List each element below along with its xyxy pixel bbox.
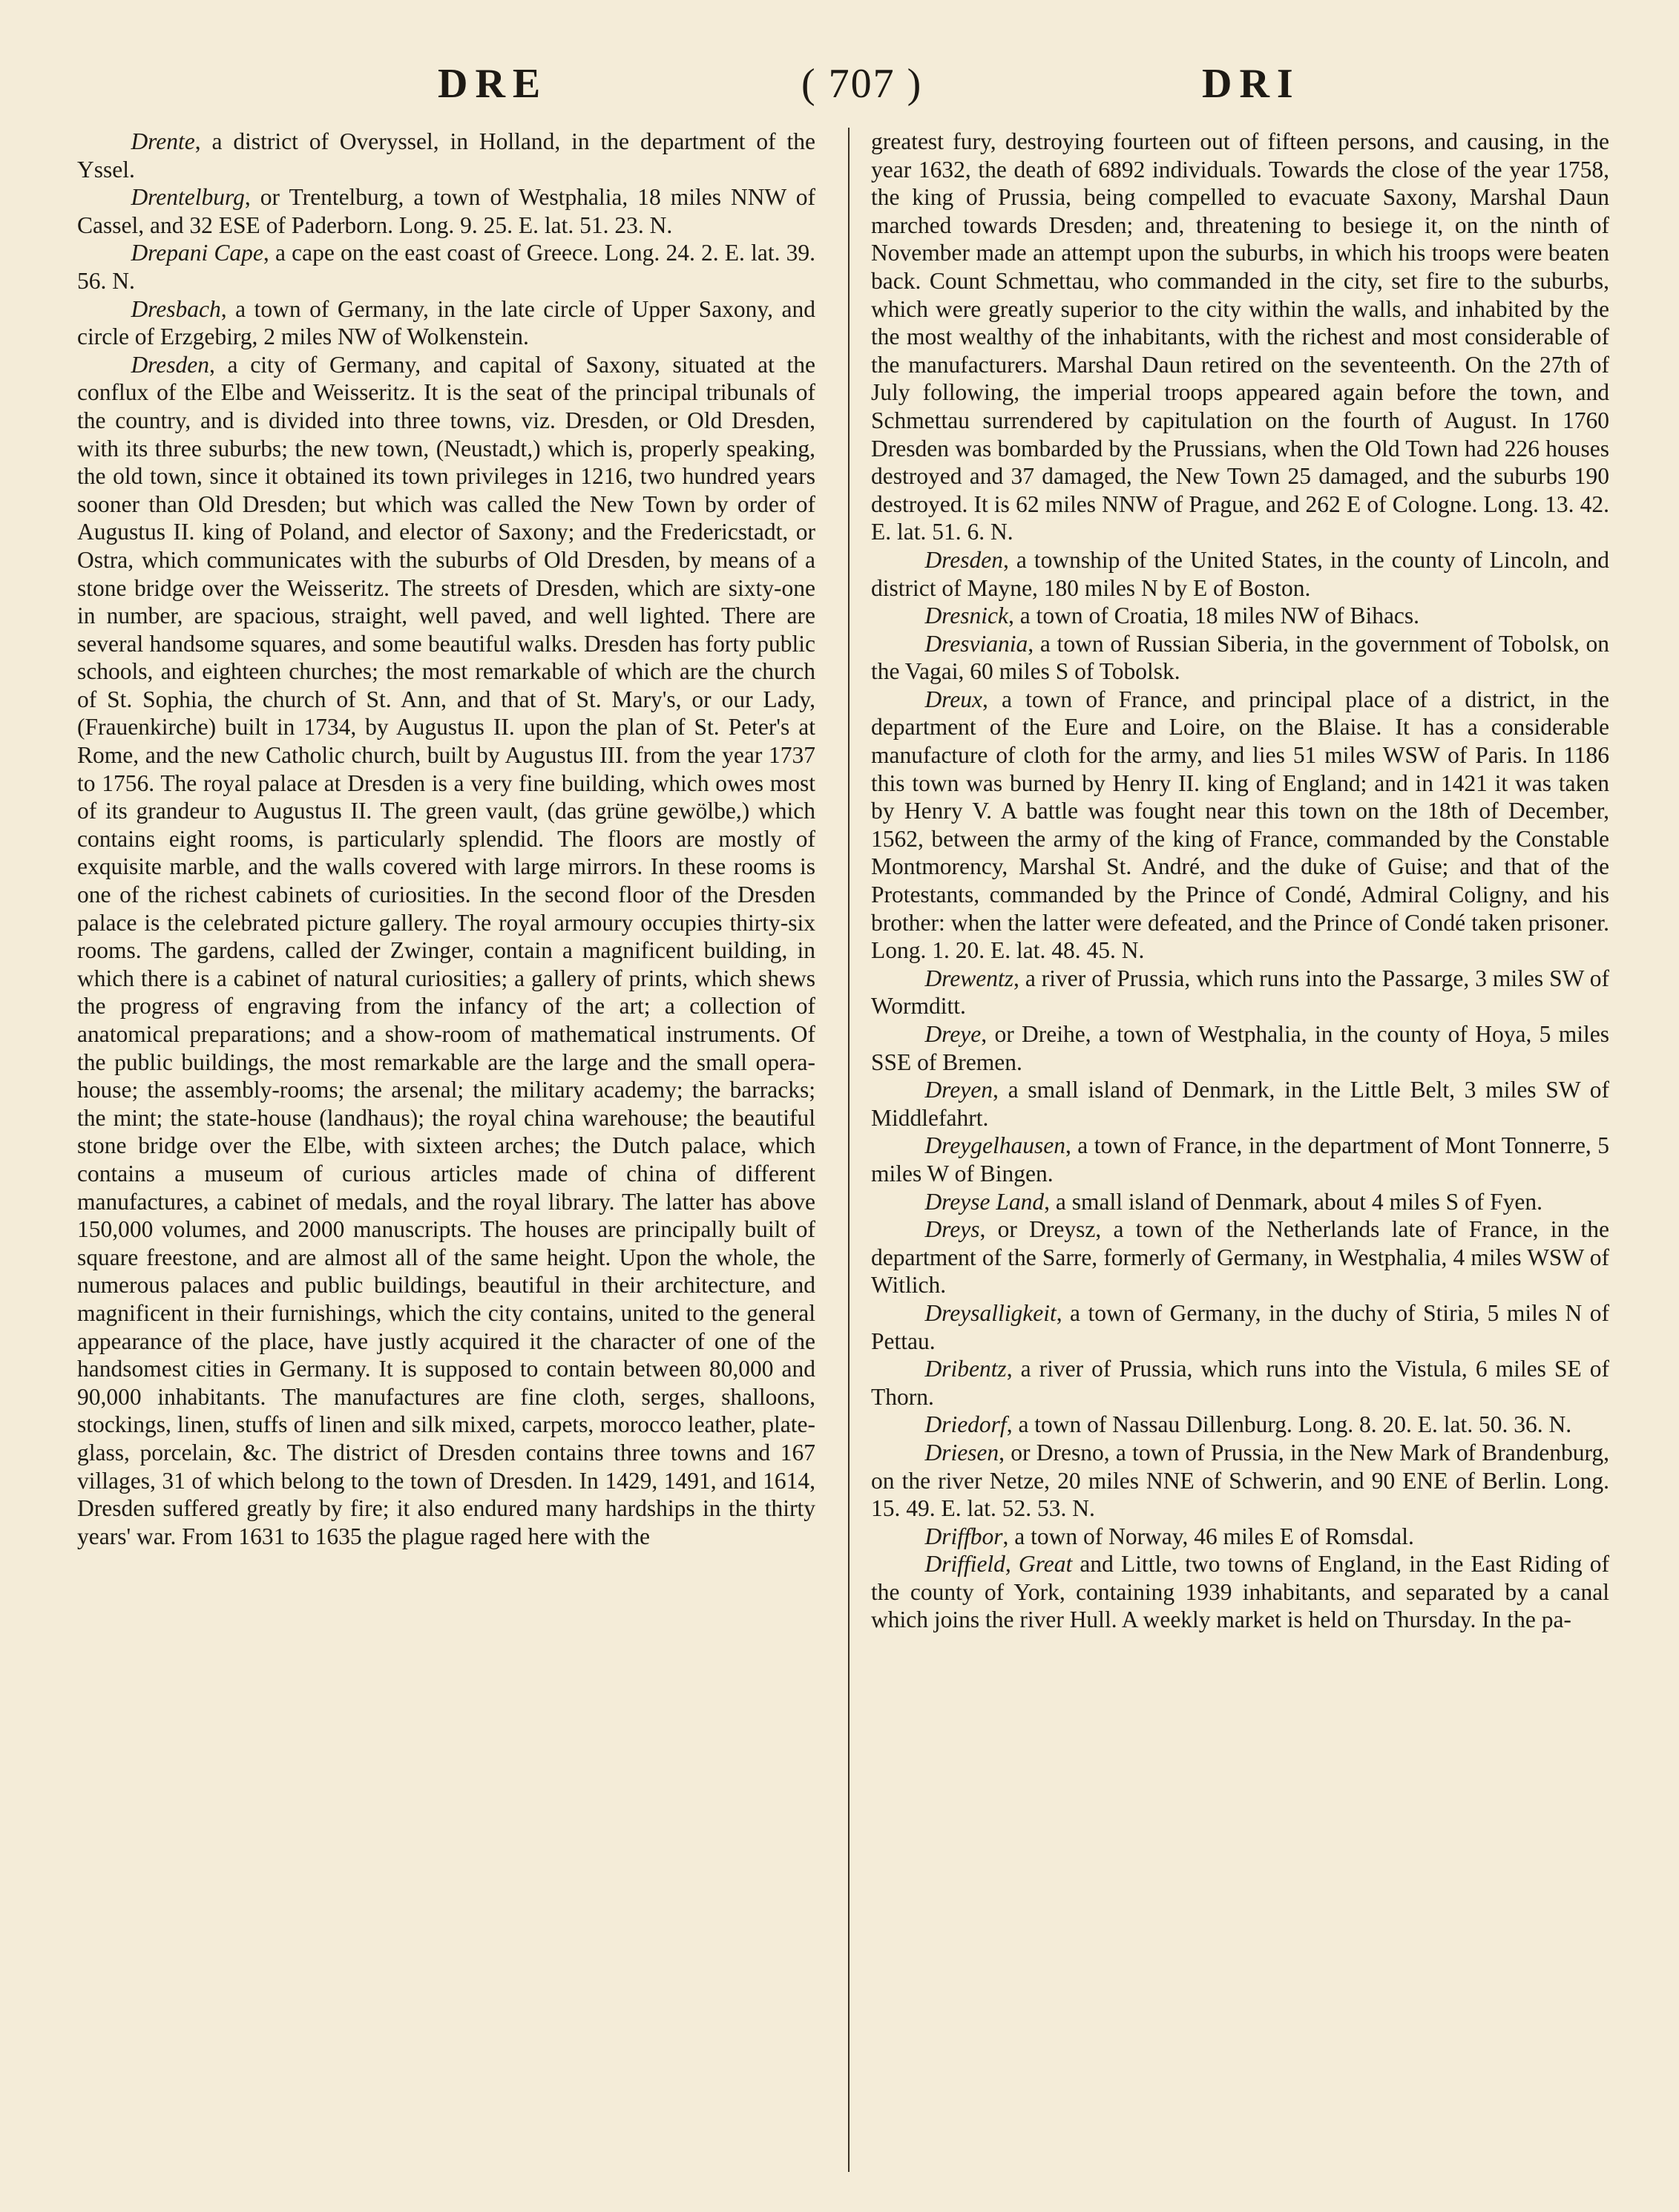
entry-text: , a town of Croatia, 18 miles NW of Bihacs. bbox=[1008, 603, 1420, 629]
entry-driesen bbox=[871, 1439, 1609, 1523]
entry-dresden-city bbox=[77, 351, 815, 1551]
entry-drewentz bbox=[871, 965, 1609, 1020]
entry-dreye bbox=[871, 1020, 1609, 1076]
entry-text: , a town of Germany, in the duchy of Stiria, 5 miles N of Pettau. bbox=[871, 1299, 1609, 1354]
entry-text: , a town of Russian Siberia, in the government of Tobolsk, on the Vagai, 60 miles S of Tobolsk. bbox=[871, 630, 1609, 685]
entry-text: , a city of Germany, and capital of Saxony, situated at the conflux of the Elbe and Weisseritz. It is the seat of the principal tribunals of the country, and is divided into three towns, viz. Dresden, or Old Dresden, with its three suburbs; the new town, (Neustadt,) which is, properly speaking, the old town, since it obtained its town privileges in 1216, two hundred years sooner than Old Dresden; but which was called the New Town by order of Augustus II. king of Poland, and elector of Saxony; and the Fredericstadt, or Ostra, which communicates with the suburbs of Old Dresden, by means of a stone bridge over the Weisseritz. The streets of Dresden, which are sixty-one in number, are spacious, straight, well paved, and well lighted. There are several handsome squares, and some beautiful walks. Dresden has forty public schools, and eighteen churches; the most remarkable of which are the church of St. Sophia, the church of St. Ann, and that of St. Mary's, or our Lady, (Frauenkirche) built in 1734, by Augustus II. upon the plan of St. Peter's at Rome, and the new Catholic church, built by Augustus III. from the year 1737 to 1756. The royal palace at Dresden is a very fine building, which owes most of its grandeur to Augustus II. The green vault, (das grüne gewölbe,) which contains eight rooms, is particularly splendid. The floors are mostly of exquisite marble, and the walls covered with large mirrors. In these rooms is one of the richest cabinets of curiosities. In the second floor of the Dresden palace is the celebrated picture gallery. The royal armoury occupies thirty-six rooms. The gardens, called der Zwinger, contain a magnificent building, in which there is a cabinet of natural curiosities; a gallery of prints, which shews the progress of engraving from the infancy of the art; a collection of anatomical preparations; and a show-room of mathematical instruments. Of the public buildings, the most remarkable are the large and the small opera-house; the assembly-rooms; the arsenal; the military academy; the barracks; the mint; the state-house (landhaus); the royal china warehouse; the beautiful stone bridge over the Elbe, with sixteen arches; the Dutch palace, which contains a museum of curious articles made of china of different manufactures, a cabinet of medals, and the royal library. The latter has above 150,000 volumes, and 2000 manuscripts. The houses are principally built of square freestone, and are almost all of the same height. Upon the whole, the numerous palaces and public buildings, beautiful in their architecture, and magnificent in their furnishings, which the city contains, united to the general appearance of the place, have justly acquired it the character of one of the handsomest cities in Germany. It is supposed to contain between 80,000 and 90,000 inhabitants. The manufactures are fine cloth, serges, shalloons, stockings, linen, stuffs of linen and silk mixed, carpets, morocco leather, plate-glass, porcelain, &c. The district of Dresden contains three towns and 167 villages, 31 of which belong to the town of Dresden. In 1429, 1491, and 1614, Dresden suffered greatly by fire; it also endured many hardships in the thirty years' war. From 1631 to 1635 the plague raged here with the bbox=[77, 351, 815, 1549]
entry-headword: Dresviania bbox=[924, 630, 1028, 657]
entry-text: , a small island of Denmark, about 4 miles S of Fyen. bbox=[1044, 1188, 1543, 1215]
entry-headword: Driedorf bbox=[924, 1411, 1007, 1438]
page-header bbox=[111, 58, 1565, 110]
entry-headword: Dresnick bbox=[924, 603, 1008, 629]
left-column bbox=[77, 128, 815, 2176]
entry-dresden-continued bbox=[871, 128, 1609, 546]
entry-text: , a small island of Denmark, in the Little Belt, 3 miles SW of Middlefahrt. bbox=[871, 1077, 1609, 1131]
entry-drepani-cape bbox=[77, 239, 815, 295]
entry-dresnick bbox=[871, 602, 1609, 630]
entry-headword: Driesen bbox=[924, 1439, 999, 1466]
entry-headword: Dresden bbox=[131, 351, 209, 378]
entry-driedorf bbox=[871, 1411, 1609, 1439]
entry-headword: Drentelburg bbox=[131, 184, 245, 211]
entry-headword: Dreye bbox=[924, 1021, 982, 1047]
entry-text: , a town of France, and principal place of a district, in the department of the Eure and Loire, on the Blaise. It has a considerable manufacture of cloth for the army, and lies 51 miles WSW of Paris. In 1186 this town was burned by Henry II. king of England; and in 1421 it was taken by Henry V. A battle was fought near this town on the 18th of December, 1562, between the army of the king of France, commanded by the Constable Montmorency, Marshal St. André, and the duke of Guise; and that of the Protestants, commanded by the Prince of Condé, Admiral Coligny, and his brother: when the latter were defeated, and the Prince of Condé taken prisoner. Long. 1. 20. E. lat. 48. 45. N. bbox=[871, 686, 1609, 964]
entry-text: greatest fury, destroying fourteen out of fifteen persons, and causing, in the year 1632, the death of 6892 individuals. Towards the close of the year 1758, the king of Prussia, being compelled to evacuate Saxony, Marshal Daun marched towards Dresden; and, threatening to besiege it, on the ninth of November made an attempt upon the suburbs, in which his troops were beaten back. Count Schmettau, who commanded in the city, set fire to the suburbs, which were greatly superior to the city within the walls, and inhabited by the the most wealthy of the inhabitants, with the richest and most considerable of the manufacturers. Marshal Daun retired on the seventeenth. On the 27th of July following, the imperial troops appeared again before the town, and Schmettau surrendered by capitulation on the fourth of August. In 1760 Dresden was bombarded by the Prussians, when the Old Town had 226 houses destroyed and 37 damaged, the New Town 25 damaged, and the suburbs 190 destroyed. It is 62 miles NNW of Prague, and 262 E of Cologne. Long. 13. 42. E. lat. 51. 6. N. bbox=[871, 128, 1609, 545]
entry-driffbor bbox=[871, 1523, 1609, 1551]
entry-drente bbox=[77, 128, 815, 183]
header-left-guideword: DRE bbox=[438, 61, 548, 107]
entry-headword: Driffield, Great bbox=[924, 1551, 1073, 1578]
entry-text: , a town of Norway, 46 miles E of Romsdal. bbox=[1002, 1523, 1414, 1549]
entry-headword: Drewentz bbox=[924, 965, 1014, 991]
entry-text: , a river of Prussia, which runs into the Vistula, 6 miles SE of Thorn. bbox=[871, 1356, 1609, 1410]
entry-drentelburg bbox=[77, 183, 815, 239]
entry-text: , or Dresno, a town of Prussia, in the New Mark of Brandenburg, on the river Netze, 20 miles NNE of Schwerin, and 90 ENE of Berlin. Long. 15. 49. E. lat. 52. 53. N. bbox=[871, 1439, 1609, 1522]
entry-dreygelhausen bbox=[871, 1132, 1609, 1187]
entry-dreux bbox=[871, 686, 1609, 965]
entry-dresbach bbox=[77, 295, 815, 351]
entry-headword: Drente bbox=[131, 128, 195, 154]
entry-headword: Dreysalligkeit bbox=[924, 1299, 1057, 1326]
entry-headword: Dreyse Land bbox=[924, 1188, 1045, 1215]
entry-dreyen bbox=[871, 1076, 1609, 1132]
entry-headword: Dreyen bbox=[924, 1077, 993, 1103]
entry-driffield bbox=[871, 1550, 1609, 1634]
entry-text: , or Dreihe, a town of Westphalia, in the county of Hoya, 5 miles SSE of Bremen. bbox=[871, 1021, 1609, 1075]
entry-headword: Dresden bbox=[924, 546, 1003, 573]
entry-headword: Driffbor bbox=[924, 1523, 1003, 1549]
entry-text: , a town of Nassau Dillenburg. Long. 8. 20. E. lat. 50. 36. N. bbox=[1006, 1411, 1572, 1438]
entry-headword: Dribentz bbox=[924, 1356, 1007, 1382]
entry-dreyse-land bbox=[871, 1188, 1609, 1216]
entry-text: , a river of Prussia, which runs into the Passarge, 3 miles SW of Wormditt. bbox=[871, 965, 1609, 1020]
entry-text: , or Dreysz, a town of the Netherlands late of France, in the department of the Sarre, formerly of Germany, in Westphalia, 4 miles WSW of Witlich. bbox=[871, 1216, 1609, 1299]
header-right-guideword: DRI bbox=[1202, 61, 1301, 107]
entry-headword: Drepani Cape bbox=[131, 240, 263, 266]
page-number: ( 707 ) bbox=[801, 61, 923, 107]
entry-dreysalligkeit bbox=[871, 1299, 1609, 1355]
right-column bbox=[871, 128, 1609, 2176]
entry-dribentz bbox=[871, 1355, 1609, 1411]
entry-dresden-township bbox=[871, 546, 1609, 602]
entry-text: , a district of Overyssel, in Holland, in the department of the Yssel. bbox=[77, 128, 815, 183]
entry-text: and Little, two towns of England, in the East Riding of the county of York, containing 1939 inhabitants, and separated by a canal which joins the river Hull. A weekly market is held on Thursday. In the pa- bbox=[871, 1551, 1609, 1633]
column-divider bbox=[848, 128, 850, 2172]
entry-dresviania bbox=[871, 630, 1609, 686]
entry-headword: Dreux bbox=[924, 686, 982, 712]
entry-text: , a town of Germany, in the late circle of Upper Saxony, and circle of Erzgebirg, 2 miles NW of Wolkenstein. bbox=[77, 295, 815, 350]
entry-text: , or Trentelburg, a town of Westphalia, 18 miles NNW of Cassel, and 32 ESE of Paderborn. Long. 9. 25. E. lat. 51. 23. N. bbox=[77, 184, 815, 238]
entry-dreys bbox=[871, 1215, 1609, 1299]
entry-headword: Dreygelhausen bbox=[924, 1132, 1065, 1159]
entry-text: , a township of the United States, in the county of Lincoln, and district of Mayne, 180 miles N by E of Boston. bbox=[871, 546, 1609, 601]
entry-headword: Dresbach bbox=[131, 295, 221, 322]
entry-text: , a cape on the east coast of Greece. Long. 24. 2. E. lat. 39. 56. N. bbox=[77, 240, 815, 294]
entry-text: , a town of France, in the department of Mont Tonnerre, 5 miles W of Bingen. bbox=[871, 1132, 1609, 1187]
entry-headword: Dreys bbox=[924, 1216, 980, 1243]
